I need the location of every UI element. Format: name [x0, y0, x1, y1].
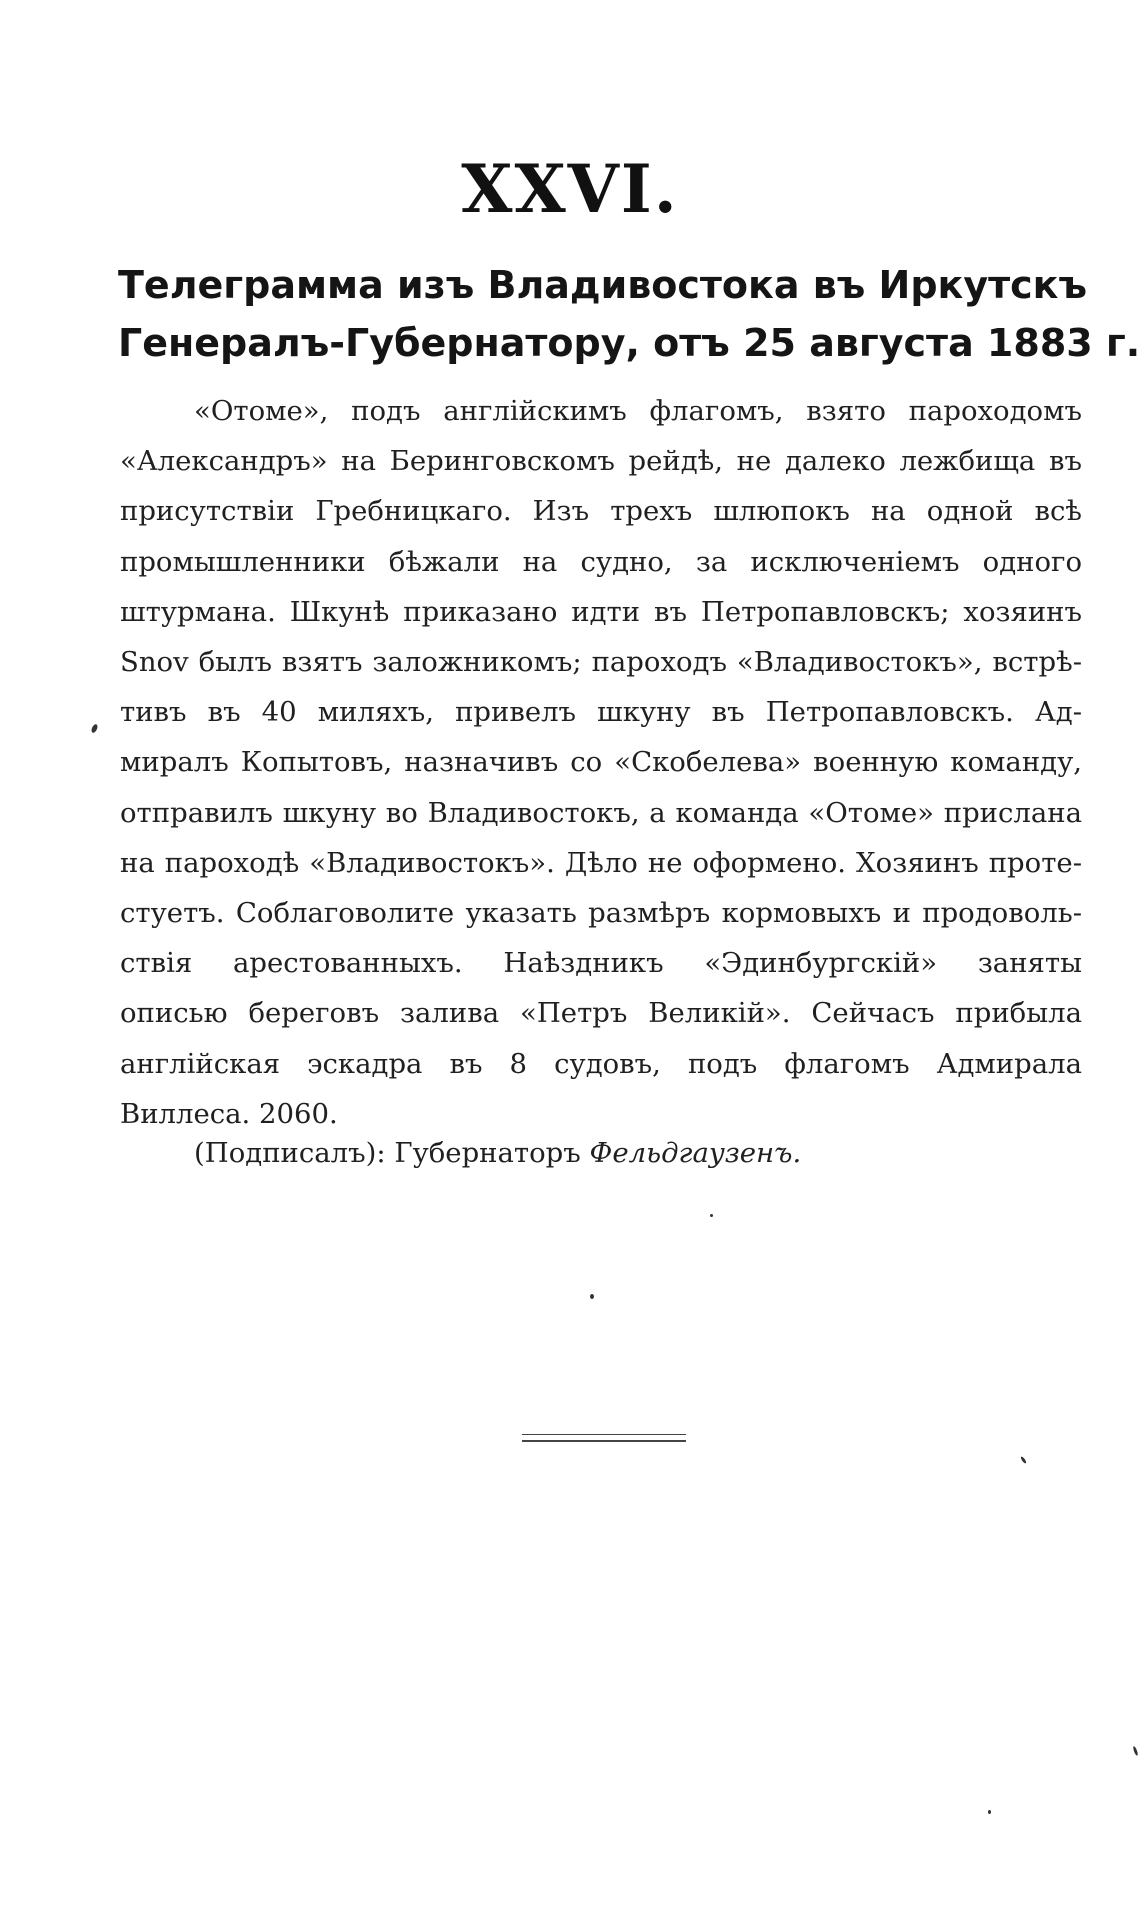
- print-speck: [710, 1214, 713, 1217]
- body-line: тивъ въ 40 миляхъ, привелъ шкуну въ Петропавловскъ. Ад-: [120, 696, 1082, 729]
- body-line: ствія арестованныхъ. Наѣздникъ «Эдинбургскій» заняты: [120, 947, 1082, 980]
- section-divider-rule: [522, 1434, 686, 1442]
- body-line: промышленники бѣжали на судно, за исключеніемъ одного: [120, 545, 1082, 578]
- body-line: Snov былъ взятъ заложникомъ; пароходъ «Владивостокъ», встрѣ-: [120, 646, 1082, 679]
- body-line: англійская эскадра въ 8 судовъ, подъ флагомъ Адмирала: [120, 1047, 1082, 1080]
- body-line: «Отоме», подъ англійскимъ флагомъ, взято пароходомъ: [194, 395, 1082, 427]
- body-line: на пароходѣ «Владивостокъ». Дѣло не оформено. Хозяинъ проте-: [120, 846, 1082, 879]
- print-speck: [90, 723, 98, 733]
- signature-name: Фельдгаузенъ.: [589, 1137, 802, 1169]
- body-line: Виллеса. 2060.: [120, 1097, 338, 1130]
- print-speck: [1132, 1746, 1138, 1756]
- signature-label: (Подписалъ): Губернаторъ: [194, 1137, 581, 1169]
- print-speck: [590, 1294, 594, 1299]
- body-line: описью береговъ залива «Петръ Великій». Сейчасъ прибыла: [120, 997, 1082, 1030]
- body-line: «Александръ» на Беринговскомъ рейдѣ, не далеко лежбища въ: [120, 445, 1082, 478]
- heading-line-2: Генералъ-Губернатору, отъ 25 августа 1883 г.: [118, 321, 1140, 365]
- telegram-body: [120, 386, 1082, 1139]
- body-line: отправилъ шкуну во Владивостокъ, а команда «Отоме» прислана: [120, 796, 1082, 829]
- print-speck: [1020, 1456, 1027, 1464]
- body-line: миралъ Копытовъ, назначивъ со «Скобелева» военную команду,: [120, 746, 1082, 779]
- body-line: присутствіи Гребницкаго. Изъ трехъ шлюпокъ на одной всѣ: [120, 495, 1082, 528]
- body-line: стуетъ. Соблаговолите указать размѣръ кормовыхъ и продоволь-: [120, 897, 1082, 930]
- heading-line-1: Телеграмма изъ Владивостока въ Иркутскъ: [118, 263, 1087, 307]
- body-line: штурмана. Шкунѣ приказано идти въ Петропавловскъ; хозяинъ: [120, 595, 1082, 628]
- chapter-numeral: XXVI.: [461, 150, 679, 228]
- print-speck: [988, 1810, 991, 1814]
- signature-line: [194, 1128, 801, 1178]
- document-heading: [118, 256, 1140, 372]
